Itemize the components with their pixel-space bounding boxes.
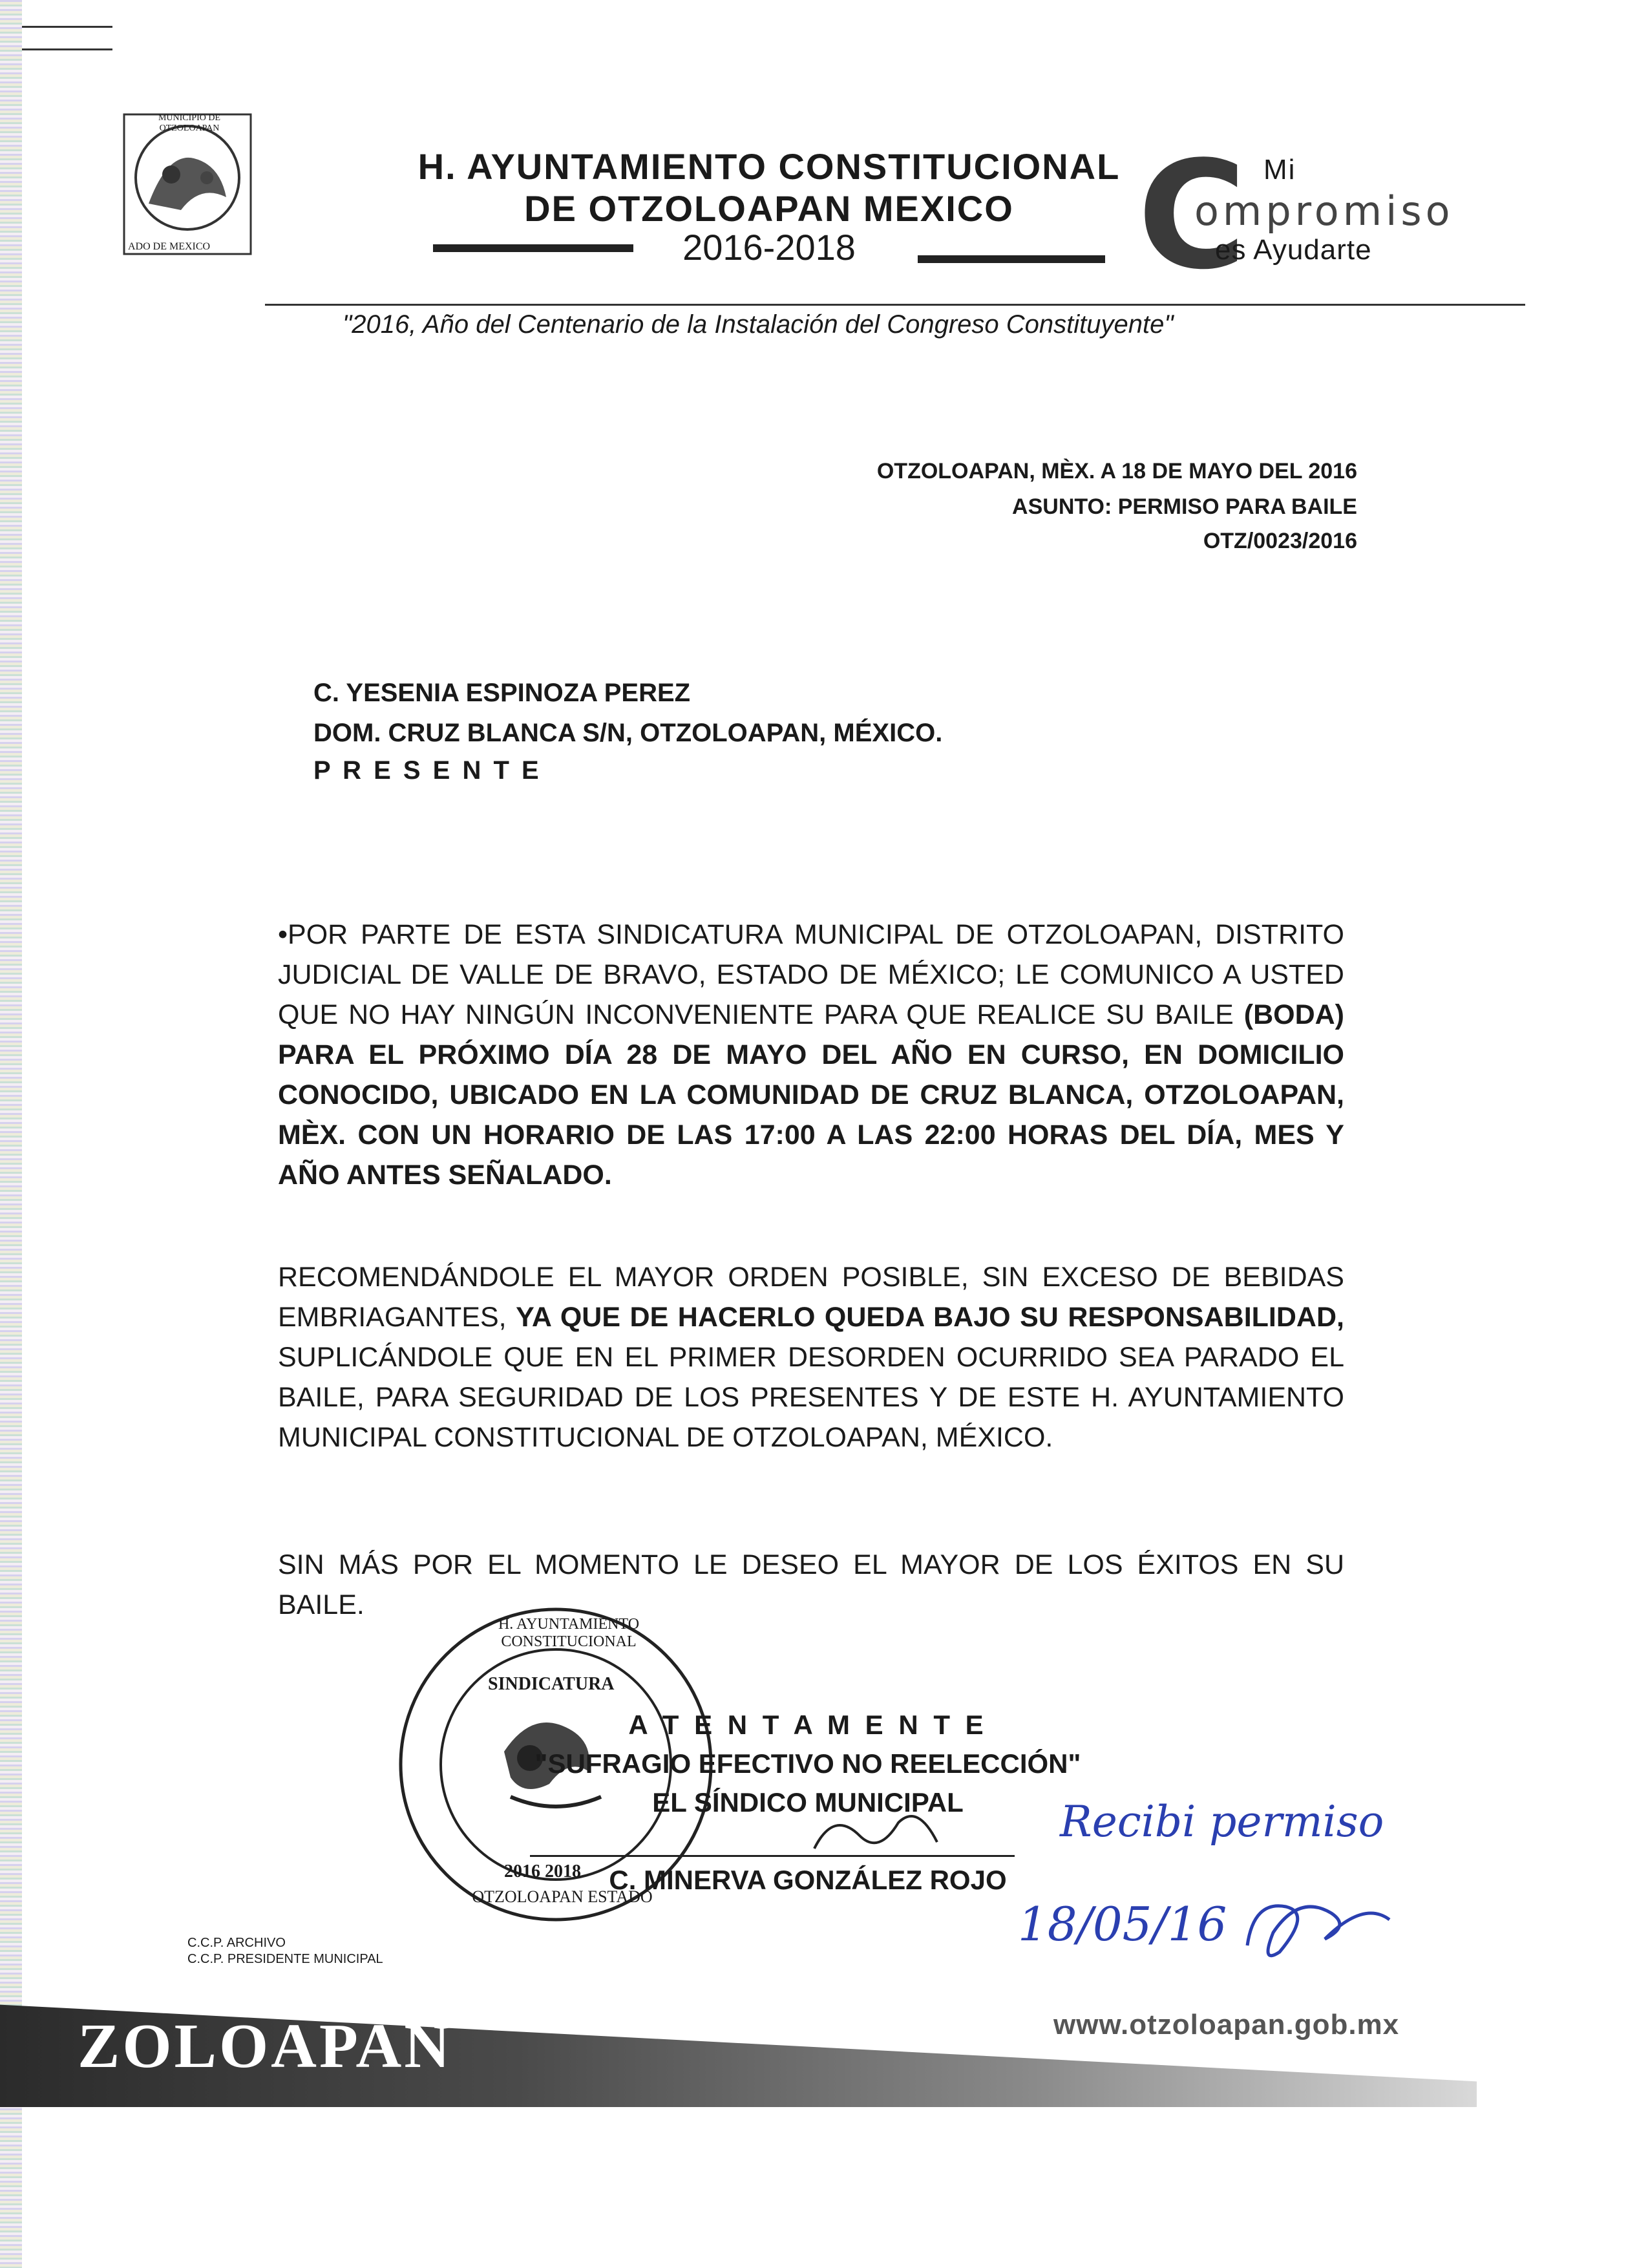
slogan-initial: C: [1137, 130, 1247, 302]
stamp-outer-text: H. AYUNTAMIENTO CONSTITUCIONAL: [498, 1616, 640, 1650]
ccp-line-2: C.C.P. PRESIDENTE MUNICIPAL: [187, 1952, 383, 1966]
slogan-word: ompromiso: [1194, 187, 1454, 235]
signature-closing: A T E N T A M E N T E: [628, 1710, 988, 1740]
body-paragraph-3: SIN MÁS POR EL MOMENTO LE DESEO EL MAYOR DE LOS ÉXITOS EN SU BAILE.: [278, 1549, 1344, 1620]
municipal-seal-logo: [123, 113, 252, 255]
body-paragraph-1-bold: (BODA) PARA EL PRÓXIMO DÍA 28 DE MAYO DEL AÑO EN CURSO, EN DOMICILIO CONOCIDO, UBICADO EN LA COMUNIDAD DE CRUZ BLANCA, OTZOLOAPAN, MÈX. CON UN HORARIO DE LAS 17:00 A LAS 22:00 HORAS DEL DÍA, MES Y AÑO ANTES SEÑALADO.: [278, 999, 1344, 1191]
logo-caption-top: MUNICIPIO DE OTZOLOAPAN: [158, 113, 221, 133]
scan-edge-artifact: [0, 0, 22, 2268]
stamp-years: 2016 2018: [504, 1861, 581, 1881]
reference-number: OTZ/0023/2016: [1203, 529, 1357, 553]
addressee-address: DOM. CRUZ BLANCA S/N, OTZOLOAPAN, MÉXICO.: [313, 719, 943, 747]
subject: ASUNTO: PERMISO PARA BAILE: [1012, 494, 1357, 519]
body-paragraph-2-text-b: SUPLICÁNDOLE QUE EN EL PRIMER DESORDEN OCURRIDO SEA PARADO EL BAILE, PARA SEGURIDAD DE LOS PRESENTES Y DE ESTE H. AYUNTAMIENTO MUNICIPAL CONSTITUCIONAL DE OTZOLOAPAN, MÉXICO.: [278, 1342, 1344, 1453]
body-paragraph-1-text: •POR PARTE DE ESTA SINDICATURA MUNICIPAL DE OTZOLOAPAN, DISTRITO JUDICIAL DE VALLE DE BRAVO, ESTADO DE MÉXICO; LE COMUNICO A USTED QUE NO HAY NINGÚN INCONVENIENTE PARA QUE REALICE SU BAILE: [278, 919, 1344, 1030]
body-paragraph-2-bold: YA QUE DE HACERLO QUEDA BAJO SU RESPONSABILIDAD,: [516, 1302, 1344, 1333]
slogan-mi: Mi: [1263, 154, 1296, 185]
body-paragraph-2: [278, 1257, 1344, 1457]
scan-mark: [22, 48, 112, 50]
addressee-name: C. YESENIA ESPINOZA PEREZ: [313, 679, 691, 707]
handwritten-note: Recibi permiso: [1060, 1797, 1384, 1847]
handwritten-signature: [1234, 1887, 1409, 1975]
header-years: 2016-2018: [682, 227, 856, 268]
body-paragraph-2-text-a: RECOMENDÁNDOLE EL MAYOR ORDEN POSIBLE, SIN EXCESO DE BEBIDAS EMBRIAGANTES,: [278, 1262, 1344, 1333]
header-rule-left: [433, 244, 633, 252]
footer-brand: ZOLOAPAN: [78, 2011, 453, 2081]
header-title-line2: DE OTZOLOAPAN MEXICO: [524, 188, 1014, 229]
ccp-line-1: C.C.P. ARCHIVO: [187, 1936, 286, 1950]
handwritten-date: 18/05/16: [1018, 1897, 1227, 1951]
scan-mark: [22, 26, 112, 28]
signature-slogan: "SUFRAGIO EFECTIVO NO REELECCIÓN": [534, 1748, 1081, 1779]
signature-role: EL SÍNDICO MUNICIPAL: [652, 1787, 964, 1818]
body-paragraph-1: [278, 915, 1344, 1195]
year-motto: "2016, Año del Centenario de la Instalación del Congreso Constituyente": [343, 310, 1174, 339]
slogan-es: es Ayudarte: [1215, 234, 1372, 266]
addressee-presente: P R E S E N T E: [313, 756, 542, 785]
signatory-name: C. MINERVA GONZÁLEZ ROJO: [609, 1865, 1007, 1895]
stamp-inner-label: SINDICATURA: [488, 1674, 615, 1694]
header-rule-right: [918, 255, 1105, 263]
stamp-bottom-text: OTZOLOAPAN ESTADO: [472, 1887, 653, 1906]
footer-website-link[interactable]: www.otzoloapan.gob.mx: [1053, 2009, 1400, 2040]
place-date: OTZOLOAPAN, MÈX. A 18 DE MAYO DEL 2016: [876, 459, 1357, 483]
header-divider: [265, 304, 1525, 306]
logo-caption-bottom: ADO DE MEXICO: [128, 241, 211, 252]
header-title-line1: H. AYUNTAMIENTO CONSTITUCIONAL: [417, 146, 1121, 187]
signature-scribble: [808, 1803, 950, 1871]
